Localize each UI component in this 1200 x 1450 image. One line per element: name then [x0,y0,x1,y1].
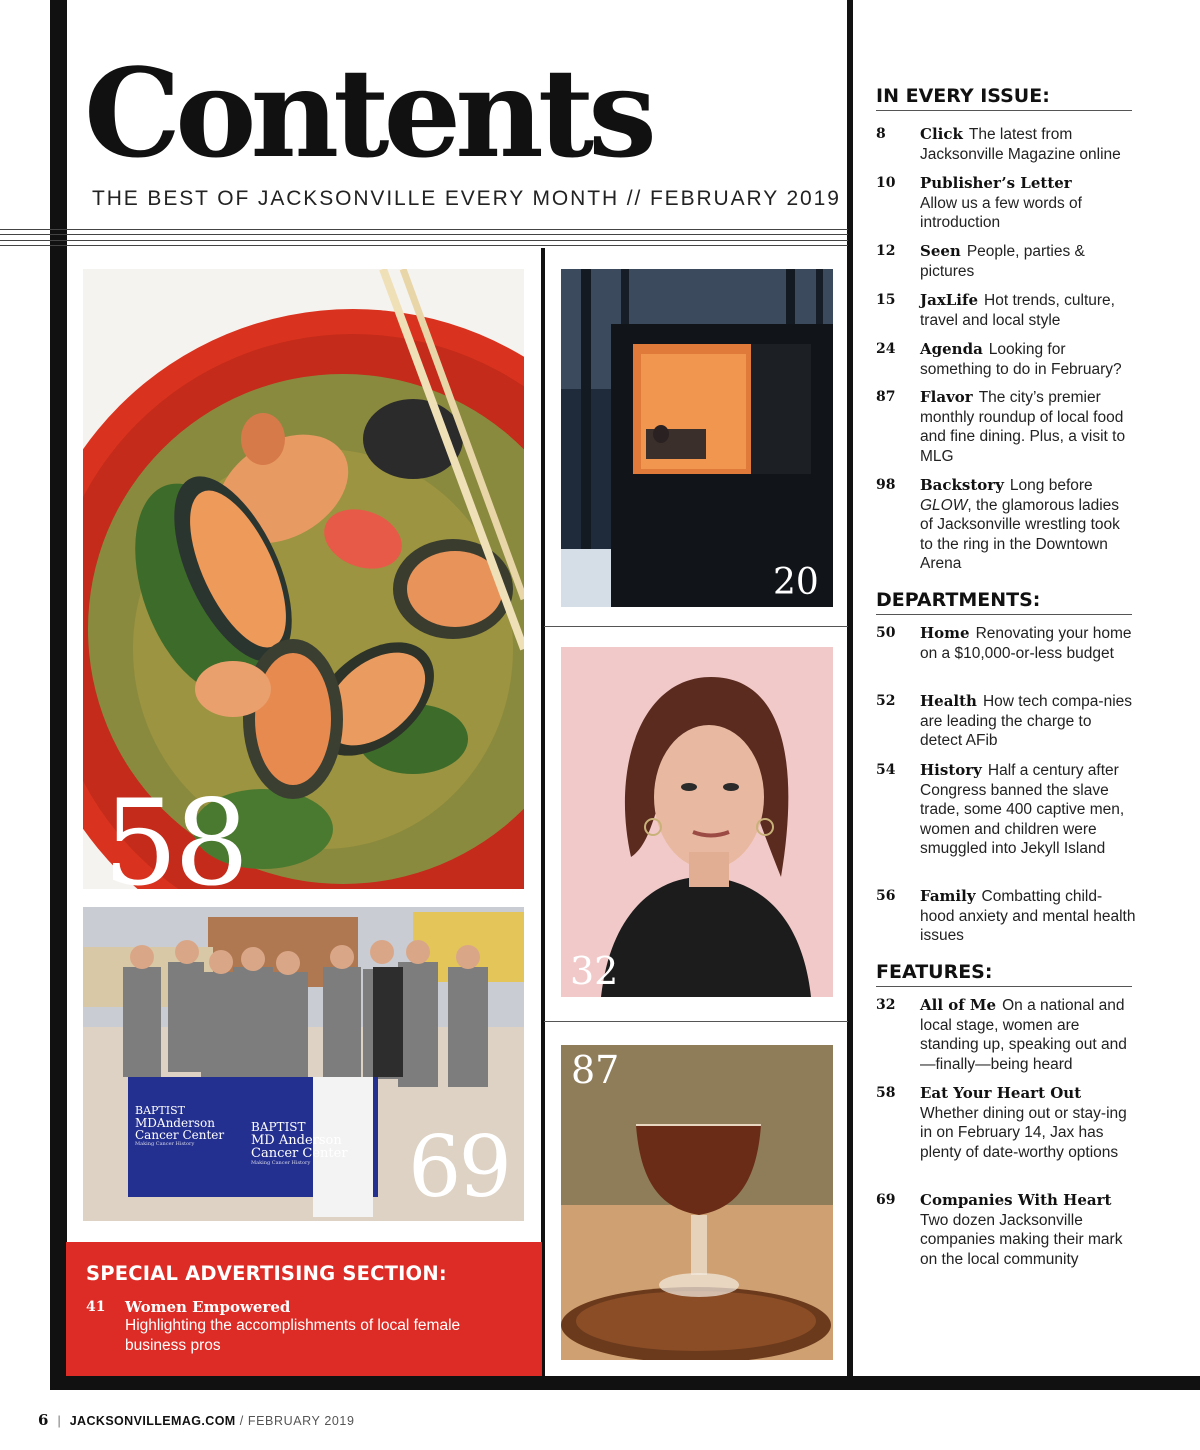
entry-title: Companies With Heart [920,1191,1112,1209]
toc-entry-seen[interactable] [876,242,1136,281]
entry-title: JaxLife [920,291,979,309]
banner-left [135,1105,224,1147]
entry-description: Highlighting the accomplishments of local female business pros [125,1317,461,1354]
entry-description: Renovating your home on a $10,000-or-less budget [920,625,1132,662]
group-page-number: 69 [408,1118,509,1216]
entry-title: Family [920,887,976,905]
banner-right-line: BAPTIST [251,1120,306,1134]
cocktail-photo[interactable] [561,1045,833,1360]
entry-page-number: 52 [876,693,896,709]
entry-page-number: 69 [876,1192,896,1208]
soup-photo[interactable] [83,269,524,889]
cabin-page-number: 20 [773,562,819,603]
features-heading: FEATURES: [876,961,1132,987]
in-every-issue-heading: IN EVERY ISSUE: [876,85,1132,111]
photo-column-divider [541,248,545,1376]
toc-entry-family[interactable] [876,887,1136,946]
entry-page-number: 41 [86,1299,106,1315]
entry-description: Combatting child-hood anxiety and mental health issues [920,888,1136,944]
group-photo[interactable] [83,907,524,1221]
banner-left-line: BAPTIST [135,1104,185,1117]
special-advertising-section [66,1242,542,1376]
toc-entry-flavor[interactable] [876,388,1136,466]
special-advertising-heading: SPECIAL ADVERTISING SECTION: [86,1262,447,1285]
entry-page-number: 8 [876,126,886,142]
banner-right-line: Making Cancer History [251,1159,311,1166]
cocktail-page-number: 87 [571,1048,620,1092]
entry-title: All of Me [920,996,997,1014]
header-rule [0,229,848,230]
banner-right-line: Cancer Center [251,1146,348,1162]
toc-entry-health[interactable] [876,692,1136,751]
entry-title: Health [920,692,977,710]
entry-title: Eat Your Heart Out [920,1084,1082,1102]
special-advertising-entry[interactable] [86,1298,522,1355]
entry-page-number: 56 [876,888,896,904]
entry-description: Half a century after Congress banned the slave trade, some 400 captive men, women and children were smuggled into Jekyll Island [920,762,1125,857]
toc-entry-history[interactable] [876,761,1136,859]
toc-entry-backstory[interactable] [876,476,1136,574]
bottom-border-bar [50,1376,1200,1390]
entry-title: Publisher’s Letter [920,174,1072,192]
toc-entry-home[interactable] [876,624,1136,663]
entry-page-number: 12 [876,243,896,259]
site-link[interactable]: JACKSONVILLEMAG.COM [69,1414,236,1428]
entry-page-number: 10 [876,175,896,191]
entry-description: People, parties & pictures [920,243,1085,280]
entry-description: Two dozen Jacksonville companies making their mark on the local community [920,1211,1123,1268]
entry-description: Long before [1009,477,1093,494]
entry-description: , the glamorous ladies of Jacksonville wrestling took to the ring in the Downtown Arena [920,496,1120,572]
departments-heading: DEPARTMENTS: [876,589,1132,615]
page-title: Contents [84,41,651,185]
banner-right-line: MD Anderson [251,1132,342,1148]
banner-left-line: Making Cancer History [135,1140,195,1147]
cabin-photo[interactable] [561,269,833,607]
banner-left-line: MDAnderson [135,1115,215,1130]
entry-description: Hot trends, culture, travel and local style [920,292,1115,329]
entry-description: The city’s premier monthly roundup of local food and fine dining. Plus, a visit to MLG [920,389,1126,465]
toc-entry-all-of-me[interactable] [876,996,1136,1074]
toc-entry-eat-your-heart-out[interactable] [876,1084,1136,1162]
entry-page-number: 24 [876,341,896,357]
entry-title: Agenda [920,340,983,358]
cocktail-illustration [561,1045,833,1360]
photo-divider [544,626,848,627]
portrait-illustration [561,647,833,997]
entry-page-number: 87 [876,389,896,405]
portrait-photo[interactable] [561,647,833,997]
column-divider-bar [847,0,853,1380]
entry-description-italic: GLOW [920,496,968,514]
entry-description: How tech compa-nies are leading the charge to detect AFib [920,693,1133,749]
toc-entry-jaxlife[interactable] [876,291,1136,330]
soup-page-number: 58 [103,774,246,889]
entry-title: Backstory [920,476,1004,494]
entry-title: Home [920,624,970,642]
entry-description: Whether dining out or stay-ing in on February 14, Jax has plenty of date-worthy options [920,1104,1127,1161]
header-rule [0,245,848,246]
banner-left-line: Cancer Center [135,1128,225,1143]
entry-description: Allow us a few words of introduction [920,194,1082,231]
entry-page-number: 32 [876,997,896,1013]
entry-page-number: 98 [876,477,896,493]
banner-right [251,1121,348,1166]
entry-description: Looking for something to do in February? [920,341,1122,378]
folio-page-number: 6 [38,1411,49,1429]
entry-title: History [920,761,982,779]
portrait-page-number: 32 [570,949,619,993]
page-footer [38,1411,355,1429]
cabin-illustration [561,269,833,607]
entry-description: The latest from Jacksonville Magazine online [920,126,1121,163]
entry-title: Seen [920,242,961,260]
entry-page-number: 58 [876,1085,896,1101]
entry-page-number: 15 [876,292,896,308]
left-border-bar [50,0,67,1390]
header-rule [0,240,848,241]
header-rule [0,234,848,235]
photo-divider [544,1021,848,1022]
tagline: THE BEST OF JACKSONVILLE EVERY MONTH // FEBRUARY 2019 [92,187,841,210]
folio-date: / FEBRUARY 2019 [235,1414,355,1428]
entry-title: Women Empowered [125,1298,291,1316]
entry-title: Click [920,125,963,143]
toc-entry-agenda[interactable] [876,340,1136,379]
folio-separator: | [57,1414,61,1428]
entry-page-number: 50 [876,625,896,641]
toc-entry-click[interactable] [876,125,1136,164]
entry-description: On a national and local stage, women are standing up, speaking out and—finally—being heard [920,997,1127,1073]
entry-title: Flavor [920,388,973,406]
toc-entry-companies-with-heart[interactable] [876,1191,1136,1269]
toc-entry-publishers-letter[interactable] [876,174,1136,233]
entry-page-number: 54 [876,762,896,778]
